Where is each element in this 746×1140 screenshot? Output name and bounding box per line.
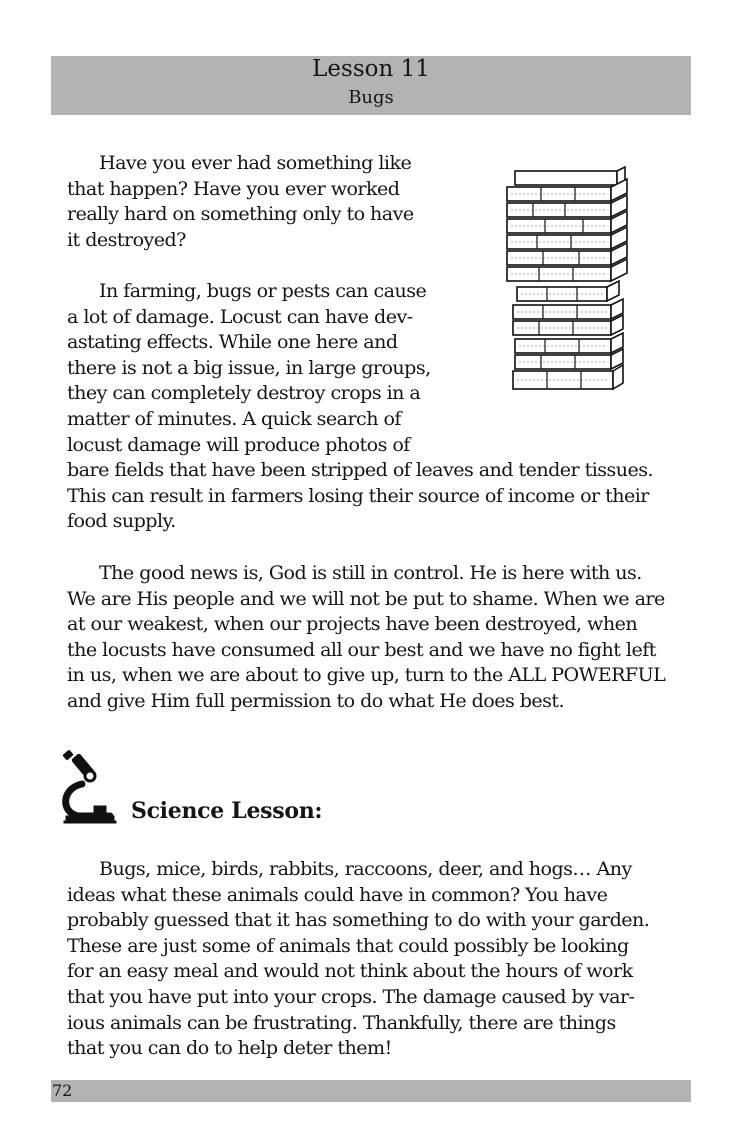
lesson-header bbox=[51, 56, 691, 115]
text-line: astating effects. While one here and bbox=[67, 330, 398, 354]
text-line: for an easy meal and would not think about the hours of work bbox=[67, 959, 633, 983]
text-line: there is not a big issue, in large groups, bbox=[67, 355, 431, 379]
text-line: These are just some of animals that could possibly be looking bbox=[67, 933, 629, 957]
text-line: that you can do to help deter them! bbox=[67, 1036, 392, 1060]
text-line: matter of minutes. A quick search of bbox=[67, 406, 401, 430]
science-lesson-heading: Science Lesson: bbox=[131, 798, 323, 824]
text-line: The good news is, God is still in control. He is here with us. bbox=[99, 561, 642, 584]
text-line: and give Him full permission to do what He does best. bbox=[67, 688, 565, 712]
text-line: ideas what these animals could have in common? You have bbox=[67, 882, 608, 906]
page-number: 72 bbox=[52, 1081, 73, 1100]
text-line: ious animals can be frustrating. Thankfully, there are things bbox=[67, 1010, 616, 1034]
paragraph-3 bbox=[67, 560, 665, 714]
text-line: Have you ever had something like bbox=[99, 151, 412, 174]
paragraph-1 bbox=[67, 150, 414, 252]
text-line: We are His people and we will not be put to shame. When we are bbox=[67, 586, 665, 610]
text-line: This can result in farmers losing their source of income or their bbox=[67, 483, 649, 507]
text-line: Bugs, mice, birds, rabbits, raccoons, deer, and hogs… Any bbox=[99, 857, 632, 880]
science-paragraph bbox=[67, 856, 649, 1061]
text-line: a lot of damage. Locust can have dev- bbox=[67, 304, 413, 328]
text-line: food supply. bbox=[67, 509, 176, 533]
page-footer bbox=[51, 1080, 691, 1102]
jenga-tower-icon bbox=[503, 163, 631, 399]
text-line: that you have put into your crops. The damage caused by var- bbox=[67, 984, 635, 1008]
microscope-icon bbox=[60, 750, 120, 824]
text-line: at our weakest, when our projects have been destroyed, when bbox=[67, 612, 638, 636]
text-line: really hard on something only to have bbox=[67, 202, 414, 226]
text-line: that happen? Have you ever worked bbox=[67, 176, 400, 200]
text-line: bare fields that have been stripped of leaves and tender tissues. bbox=[67, 458, 654, 482]
text-line: it destroyed? bbox=[67, 227, 186, 251]
text-line: the locusts have consumed all our best and we have no fight left bbox=[67, 637, 656, 661]
lesson-title: Lesson 11 bbox=[312, 56, 430, 82]
text-line: locust damage will produce photos of bbox=[67, 432, 410, 456]
lesson-subtitle: Bugs bbox=[348, 87, 394, 108]
text-line: they can completely destroy crops in a bbox=[67, 381, 421, 405]
text-line: in us, when we are about to give up, turn to the ALL POWERFUL bbox=[67, 663, 666, 687]
text-line: In farming, bugs or pests can cause bbox=[99, 279, 427, 302]
text-line: probably guessed that it has something to do with your garden. bbox=[67, 908, 650, 932]
